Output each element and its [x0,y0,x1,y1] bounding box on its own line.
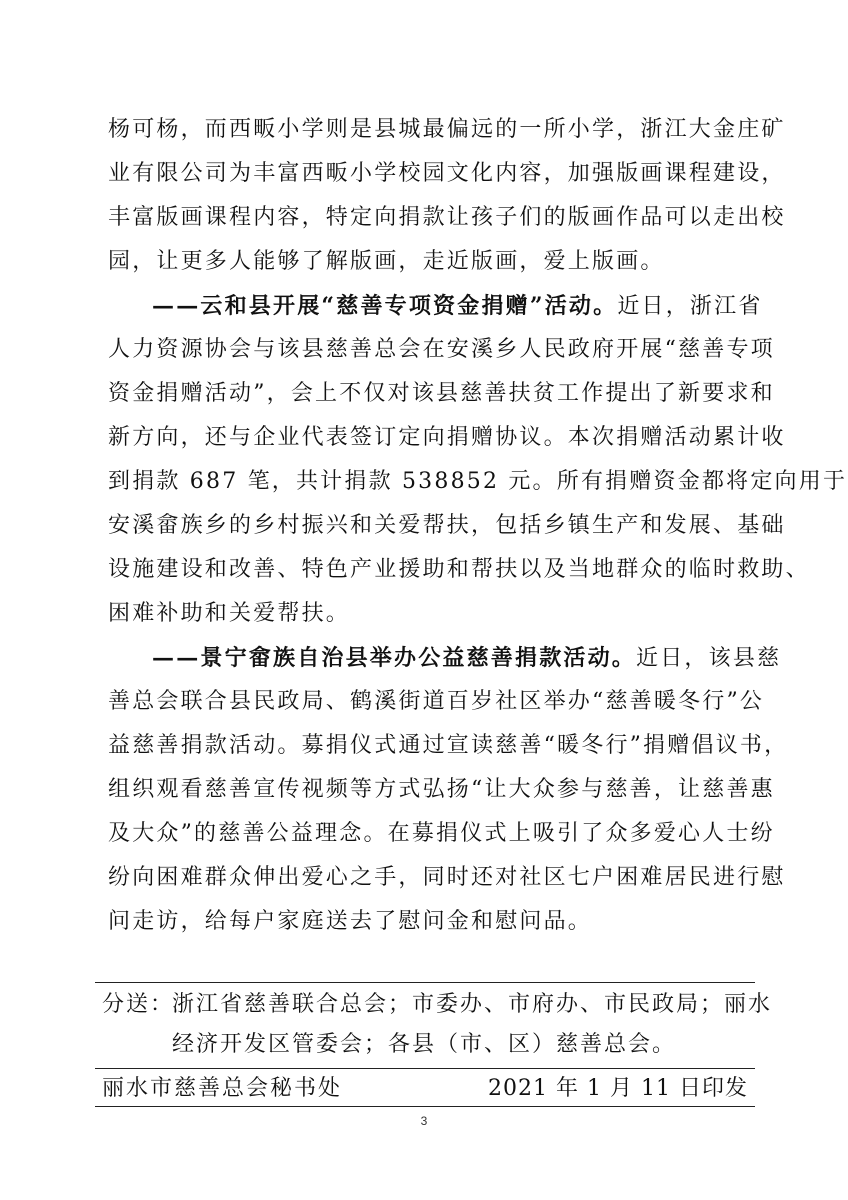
paragraph-2-line-5: 到捐款 687 笔，共计捐款 538852 元。所有捐赠资金都将定向用于 [108,469,848,494]
paragraph-1-line-1: 杨可杨，而西畈小学则是县城最偏远的一所小学，浙江大金庄矿 [108,117,786,142]
distribution-line-2: 经济开发区管委会；各县（市、区）慈善总会。 [172,1032,677,1057]
paragraph-2-line-6: 安溪畲族乡的乡村振兴和关爱帮扶，包括乡镇生产和发展、基础 [108,513,786,538]
paragraph-3-line-4: 组织观看慈善宣传视频等方式弘扬“让大众参与慈善，让慈善惠 [108,777,775,802]
paragraph-1-line-3: 丰富版画课程内容，特定向捐款让孩子们的版画作品可以走出校 [108,205,786,230]
paragraph-2-line-7: 设施建设和改善、特色产业援助和帮扶以及当地群众的临时救助、 [108,557,810,582]
paragraph-3-line-2: 善总会联合县民政局、鹤溪街道百岁社区举办“慈善暖冬行”公 [108,689,765,714]
paragraph-2-first-rest: 近日，浙江省 [617,294,763,319]
paragraph-3-line-7: 问走访，给每户家庭送去了慰问金和慰问品。 [108,909,593,934]
issue-date: 2021 年 1 月 11 日印发 [488,1076,748,1101]
paragraph-2-line-8: 困难补助和关爱帮扶。 [108,601,351,626]
paragraph-3-first-rest: 近日，该县慈 [636,646,782,671]
paragraph-2-line-4: 新方向，还与企业代表签订定向捐赠协议。本次捐赠活动累计收 [108,425,786,450]
footer-top-rule [95,982,755,983]
page-number: 3 [420,1114,428,1128]
paragraph-1-line-4: 园，让更多人能够了解版画，走近版画，爱上版画。 [108,249,665,274]
paragraph-1-line-2: 业有限公司为丰富西畈小学校园文化内容，加强版画课程建设， [108,161,786,186]
footer-middle-rule [95,1068,755,1069]
paragraph-3-line-6: 纷向困难群众伸出爱心之手，同时还对社区七户困难居民进行慰 [108,865,786,890]
paragraph-2-first-line [152,291,792,322]
paragraph-3-line-5: 及大众”的慈善公益理念。在募捐仪式上吸引了众多爱心人士纷 [108,821,775,846]
paragraph-3-first-line [152,643,792,674]
paragraph-2-line-3: 资金捐赠活动”，会上不仅对该县慈善扶贫工作提出了新要求和 [108,381,775,406]
paragraph-2-line-2: 人力资源协会与该县慈善总会在安溪乡人民政府开展“慈善专项 [108,337,775,362]
paragraph-3-line-3: 益慈善捐款活动。募捐仪式通过宣读慈善“暖冬行”捐赠倡议书， [108,733,789,758]
distribution-label: 分送： [102,992,175,1017]
paragraph-2-heading: ——云和县开展“慈善专项资金捐赠”活动。 [152,293,618,319]
distribution-line-1: 浙江省慈善联合总会；市委办、市府办、市民政局；丽水 [172,992,773,1017]
paragraph-3-heading: ——景宁畲族自治县举办公益慈善捐款活动。 [152,645,637,671]
footer-bottom-rule [95,1106,755,1107]
issuer: 丽水市慈善总会秘书处 [102,1076,343,1101]
